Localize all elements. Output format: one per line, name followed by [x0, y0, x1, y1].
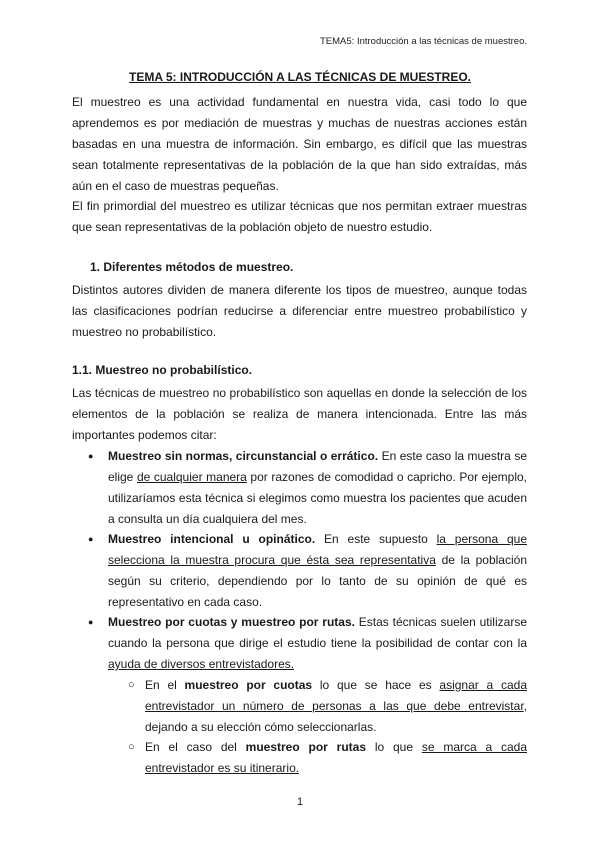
bullet-text: En este caso la muestra se elige — [108, 449, 527, 484]
sub-text: lo que — [366, 740, 422, 754]
bullet-text: por razones de comodidad o capricho. Por ejemplo, utilizaríamos esta técnica si elegimos como muestra los pacientes que acuden a consulta un día cualquiera del mes. — [108, 470, 527, 526]
sub-list-1 — [128, 675, 527, 738]
sub-term: muestreo por cuotas — [184, 678, 313, 692]
sub-term: muestreo por rutas — [245, 740, 367, 754]
bullet-list-1 — [72, 446, 527, 530]
page-number: 1 — [296, 796, 304, 808]
underlined-text: la persona que selecciona la muestra procura que ésta sea representativa — [108, 532, 527, 567]
bullet-term: Muestreo sin normas, circunstancial o errático. — [108, 449, 379, 463]
section-heading-1-1: 1.1. Muestreo no probabilístico. — [72, 363, 253, 377]
page-title: TEMA 5: INTRODUCCIÓN A LAS TÉCNICAS DE MUESTREO. — [128, 70, 471, 84]
sub-text: En el caso del — [145, 740, 246, 754]
purpose-paragraph: El fin primordial del muestreo es utilizar técnicas que nos permitan extraer muestras que sean representativas de la población objeto de nuestro estudio. — [72, 199, 527, 234]
bullet-text: En este supuesto — [315, 532, 437, 546]
bullet-list-2 — [72, 529, 527, 613]
list-item — [128, 675, 527, 738]
list-item — [72, 446, 527, 530]
sub-list-2 — [128, 737, 528, 779]
sub-text: , dejando a su elección cómo seleccionarlas. — [145, 699, 527, 734]
sub-text: En el — [145, 678, 185, 692]
underlined-text: de cualquier manera — [136, 470, 247, 484]
bullet-term: Muestreo por cuotas y muestreo por rutas. — [108, 615, 355, 629]
bullet-list-3 — [72, 612, 527, 675]
list-item — [72, 612, 527, 675]
underlined-text: ayuda de diversos entrevistadores. — [108, 657, 295, 671]
sub-text: lo que se hace es — [312, 678, 440, 692]
bullet-term: Muestreo intencional u opinático. — [108, 532, 316, 546]
list-item — [128, 737, 528, 779]
underlined-text: se marca a cada entrevistador es su itinerario. — [145, 740, 528, 775]
list-item — [72, 529, 527, 613]
intro-paragraph: El muestreo es una actividad fundamental en nuestra vida, casi todo lo que aprendemos es por mediación de muestras y muchas de nuestras acciones están basadas en una muestra de información. Sin embargo, es difícil que las muestras sean totalmente representativas de la población de la que han sido extraídas, más aún en el caso de muestras pequeñas. — [72, 95, 527, 193]
non-probabilistic-paragraph: Las técnicas de muestreo no probabilístico son aquellas en donde la selección de los elementos de la población se realiza de manera intencionada. Entre las más importantes podemos citar: — [72, 386, 527, 442]
section-heading-1: 1. Diferentes métodos de muestreo. — [90, 260, 294, 274]
bullet-text: Estas técnicas suelen utilizarse cuando la persona que dirige el estudio tiene la posibilidad de contar con la — [108, 615, 527, 650]
bullet-text: de la población según su criterio, dependiendo por lo tanto de su opinión de qué es representativo en cada caso. — [108, 553, 527, 609]
underlined-text: asignar a cada entrevistador un número de personas a las que debe entrevistar — [145, 678, 527, 713]
running-header: TEMA5: Introducción a las técnicas de muestreo. — [320, 36, 527, 47]
methods-paragraph: Distintos autores dividen de manera diferente los tipos de muestreo, aunque todas las clasificaciones podrían reducirse a diferenciar entre muestreo probabilístico y muestreo no probabilístico. — [72, 283, 527, 339]
hollow-bullet-icon: ○ — [128, 741, 135, 753]
hollow-bullet-icon: ○ — [128, 679, 135, 691]
